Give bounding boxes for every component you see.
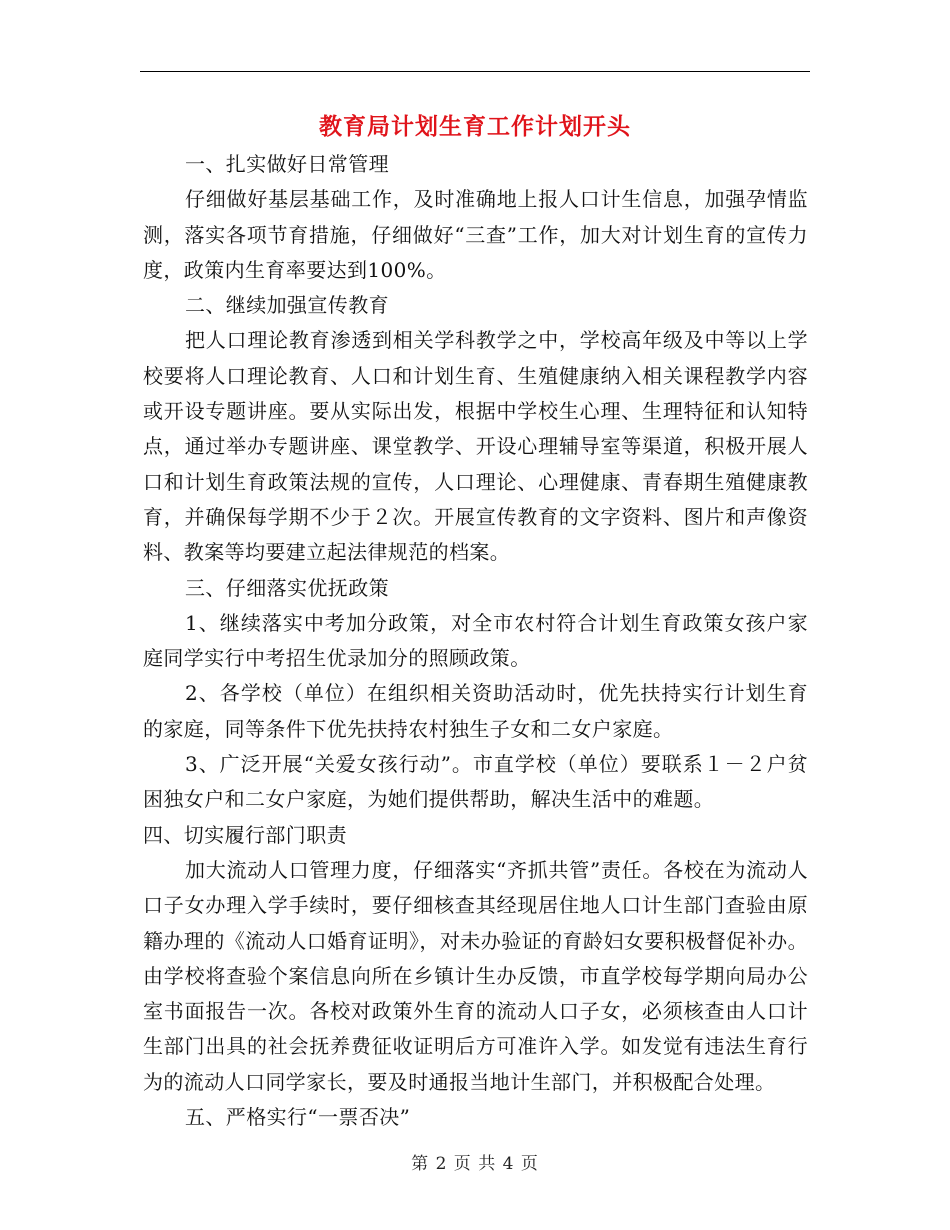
section-heading-1: 一、扎实做好日常管理: [185, 152, 389, 176]
section-heading-3: 三、仔细落实优抚政策: [185, 575, 389, 600]
paragraph-3-item-3: 3、广泛开展“关爱女孩行动”。市直学校（单位）要联系１－２户贫困独女户和二女户家庭，为她们提供帮助，解决生活中的难题。: [143, 752, 808, 812]
paragraph-1: 仔细做好基层基础工作，及时准确地上报人口计生信息，加强孕情监测，落实各项节育措施，仔细做好“三查”工作，加大对计划生育的宣传力度，政策内生育率要达到100%。: [143, 187, 808, 282]
header-rule: [140, 71, 810, 72]
paragraph-3-item-2: 2、各学校（单位）在组织相关资助活动时，优先扶持实行计划生育的家庭，同等条件下优先扶持农村独生子女和二女户家庭。: [143, 681, 808, 741]
document-title: 教育局计划生育工作计划开头: [319, 113, 631, 140]
section-heading-2: 二、继续加强宣传教育: [185, 293, 389, 318]
section-heading-5: 五、严格实行“一票否决”: [185, 1105, 411, 1130]
paragraph-2: 把人口理论教育渗透到相关学科教学之中，学校高年级及中等以上学校要将人口理论教育、人口和计划生育、生殖健康纳入相关课程教学内容或开设专题讲座。要从实际出发，根据中学校生心理、生理特征和认知特点，通过举办专题讲座、课堂教学、开设心理辅导室等渠道，积极开展人口和计划生育政策法规的宣传，人口理论、心理健康、青春期生殖健康教育，并确保每学期不少于２次。开展宣传教育的文字资料、图片和声像资料、教案等均要建立起法律规范的档案。: [143, 328, 808, 565]
document-body: [143, 147, 808, 1135]
paragraph-4: 加大流动人口管理力度，仔细落实“齐抓共管”责任。各校在为流动人口子女办理入学手续时，要仔细核查其经现居住地人口计生部门查验由原籍办理的《流动人口婚育证明》，对未办验证的育龄妇女要积极督促补办。由学校将查验个案信息向所在乡镇计生办反馈，市直学校每学期向局办公室书面报告一次。各校对政策外生育的流动人口子女，必须核查由人口计生部门出具的社会抚养费征收证明后方可准许入学。如发觉有违法生育行为的流动人口同学家长，要及时通报当地计生部门，并积极配合处理。: [143, 857, 808, 1094]
paragraph-3-item-1: 1、继续落实中考加分政策，对全市农村符合计划生育政策女孩户家庭同学实行中考招生优录加分的照顾政策。: [143, 610, 808, 671]
section-heading-4: 四、切实履行部门职责: [143, 822, 347, 847]
page-number: 第 2 页 共 4 页: [411, 1154, 539, 1174]
